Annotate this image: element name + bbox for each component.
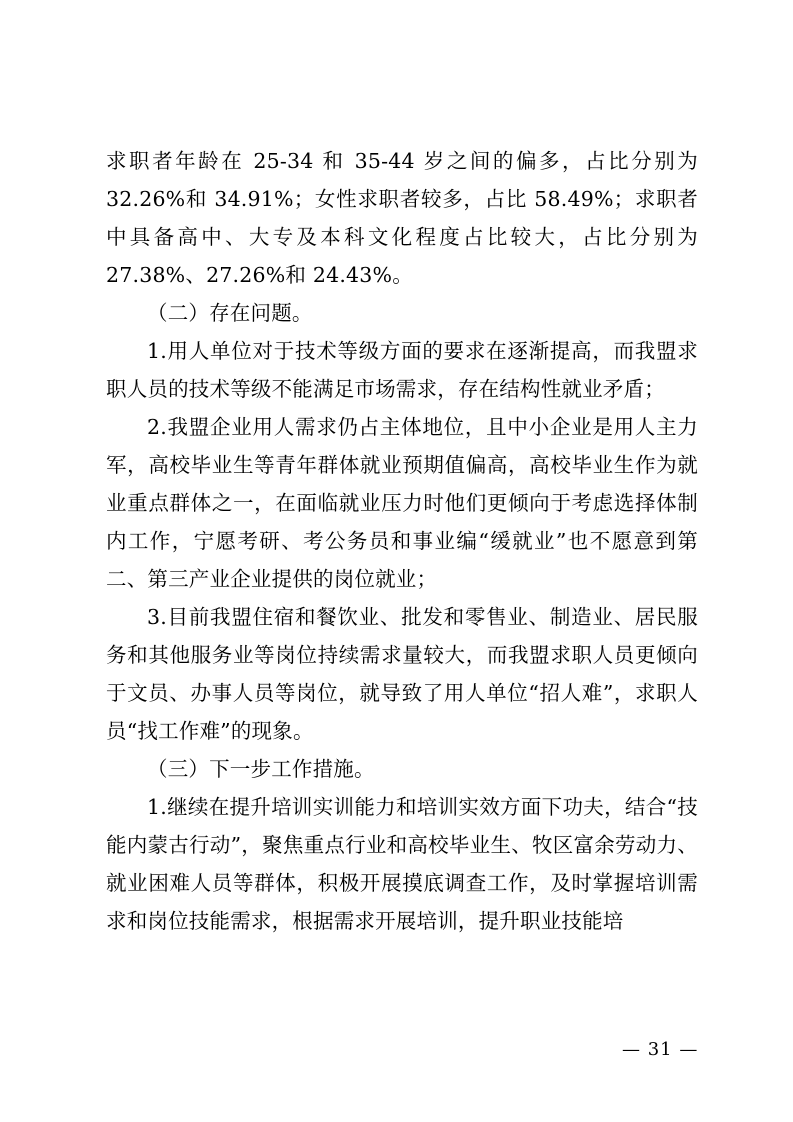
paragraph-measure-1: 1.继续在提升培训实训能力和培训实效方面下功夫，结合“技能内蒙古行动”，聚焦重点行业和高校毕业生、牧区富余劳动力、就业困难人员等群体，积极开展摸底调查工作，及时掌握培训需求和岗位技能需求，根据需求开展培训，提升职业技能培 [106,795,698,933]
section-heading-next-steps: （三）下一步工作措施。 [147,757,375,781]
paragraph-problem-2: 2.我盟企业用人需求仍占主体地位，且中小企业是用人主力军，高校毕业生等青年群体就业预期值偏高，高校毕业生作为就业重点群体之一，在面临就业压力时他们更倾向于考虑选择体制内工作，宁愿考研、考公务员和事业编“缓就业”也不愿意到第二、第三产业企业提供的岗位就业； [106,415,698,591]
page-number: — 31 — [622,1039,699,1060]
paragraph-problem-3: 3.目前我盟住宿和餐饮业、批发和零售业、制造业、居民服务和其他服务业等岗位持续需求量较大，而我盟求职人员更倾向于文员、办事人员等岗位，就导致了用人单位“招人难”，求职人员“找工作难”的现象。 [106,605,698,743]
section-heading-problems: （二）存在问题。 [147,301,313,325]
document-body [106,142,698,940]
paragraph-problem-1: 1.用人单位对于技术等级方面的要求在逐渐提高，而我盟求职人员的技术等级不能满足市场需求，存在结构性就业矛盾； [106,339,698,401]
paragraph-job-seeker-stats: 求职者年龄在 25-34 和 35-44 岁之间的偏多，占比分别为 32.26%和 34.91%；女性求职者较多，占比 58.49%；求职者中具备高中、大专及本科文化程度占比较大，占比分别为 27.38%、27.26%和 24.43%。 [106,149,698,287]
